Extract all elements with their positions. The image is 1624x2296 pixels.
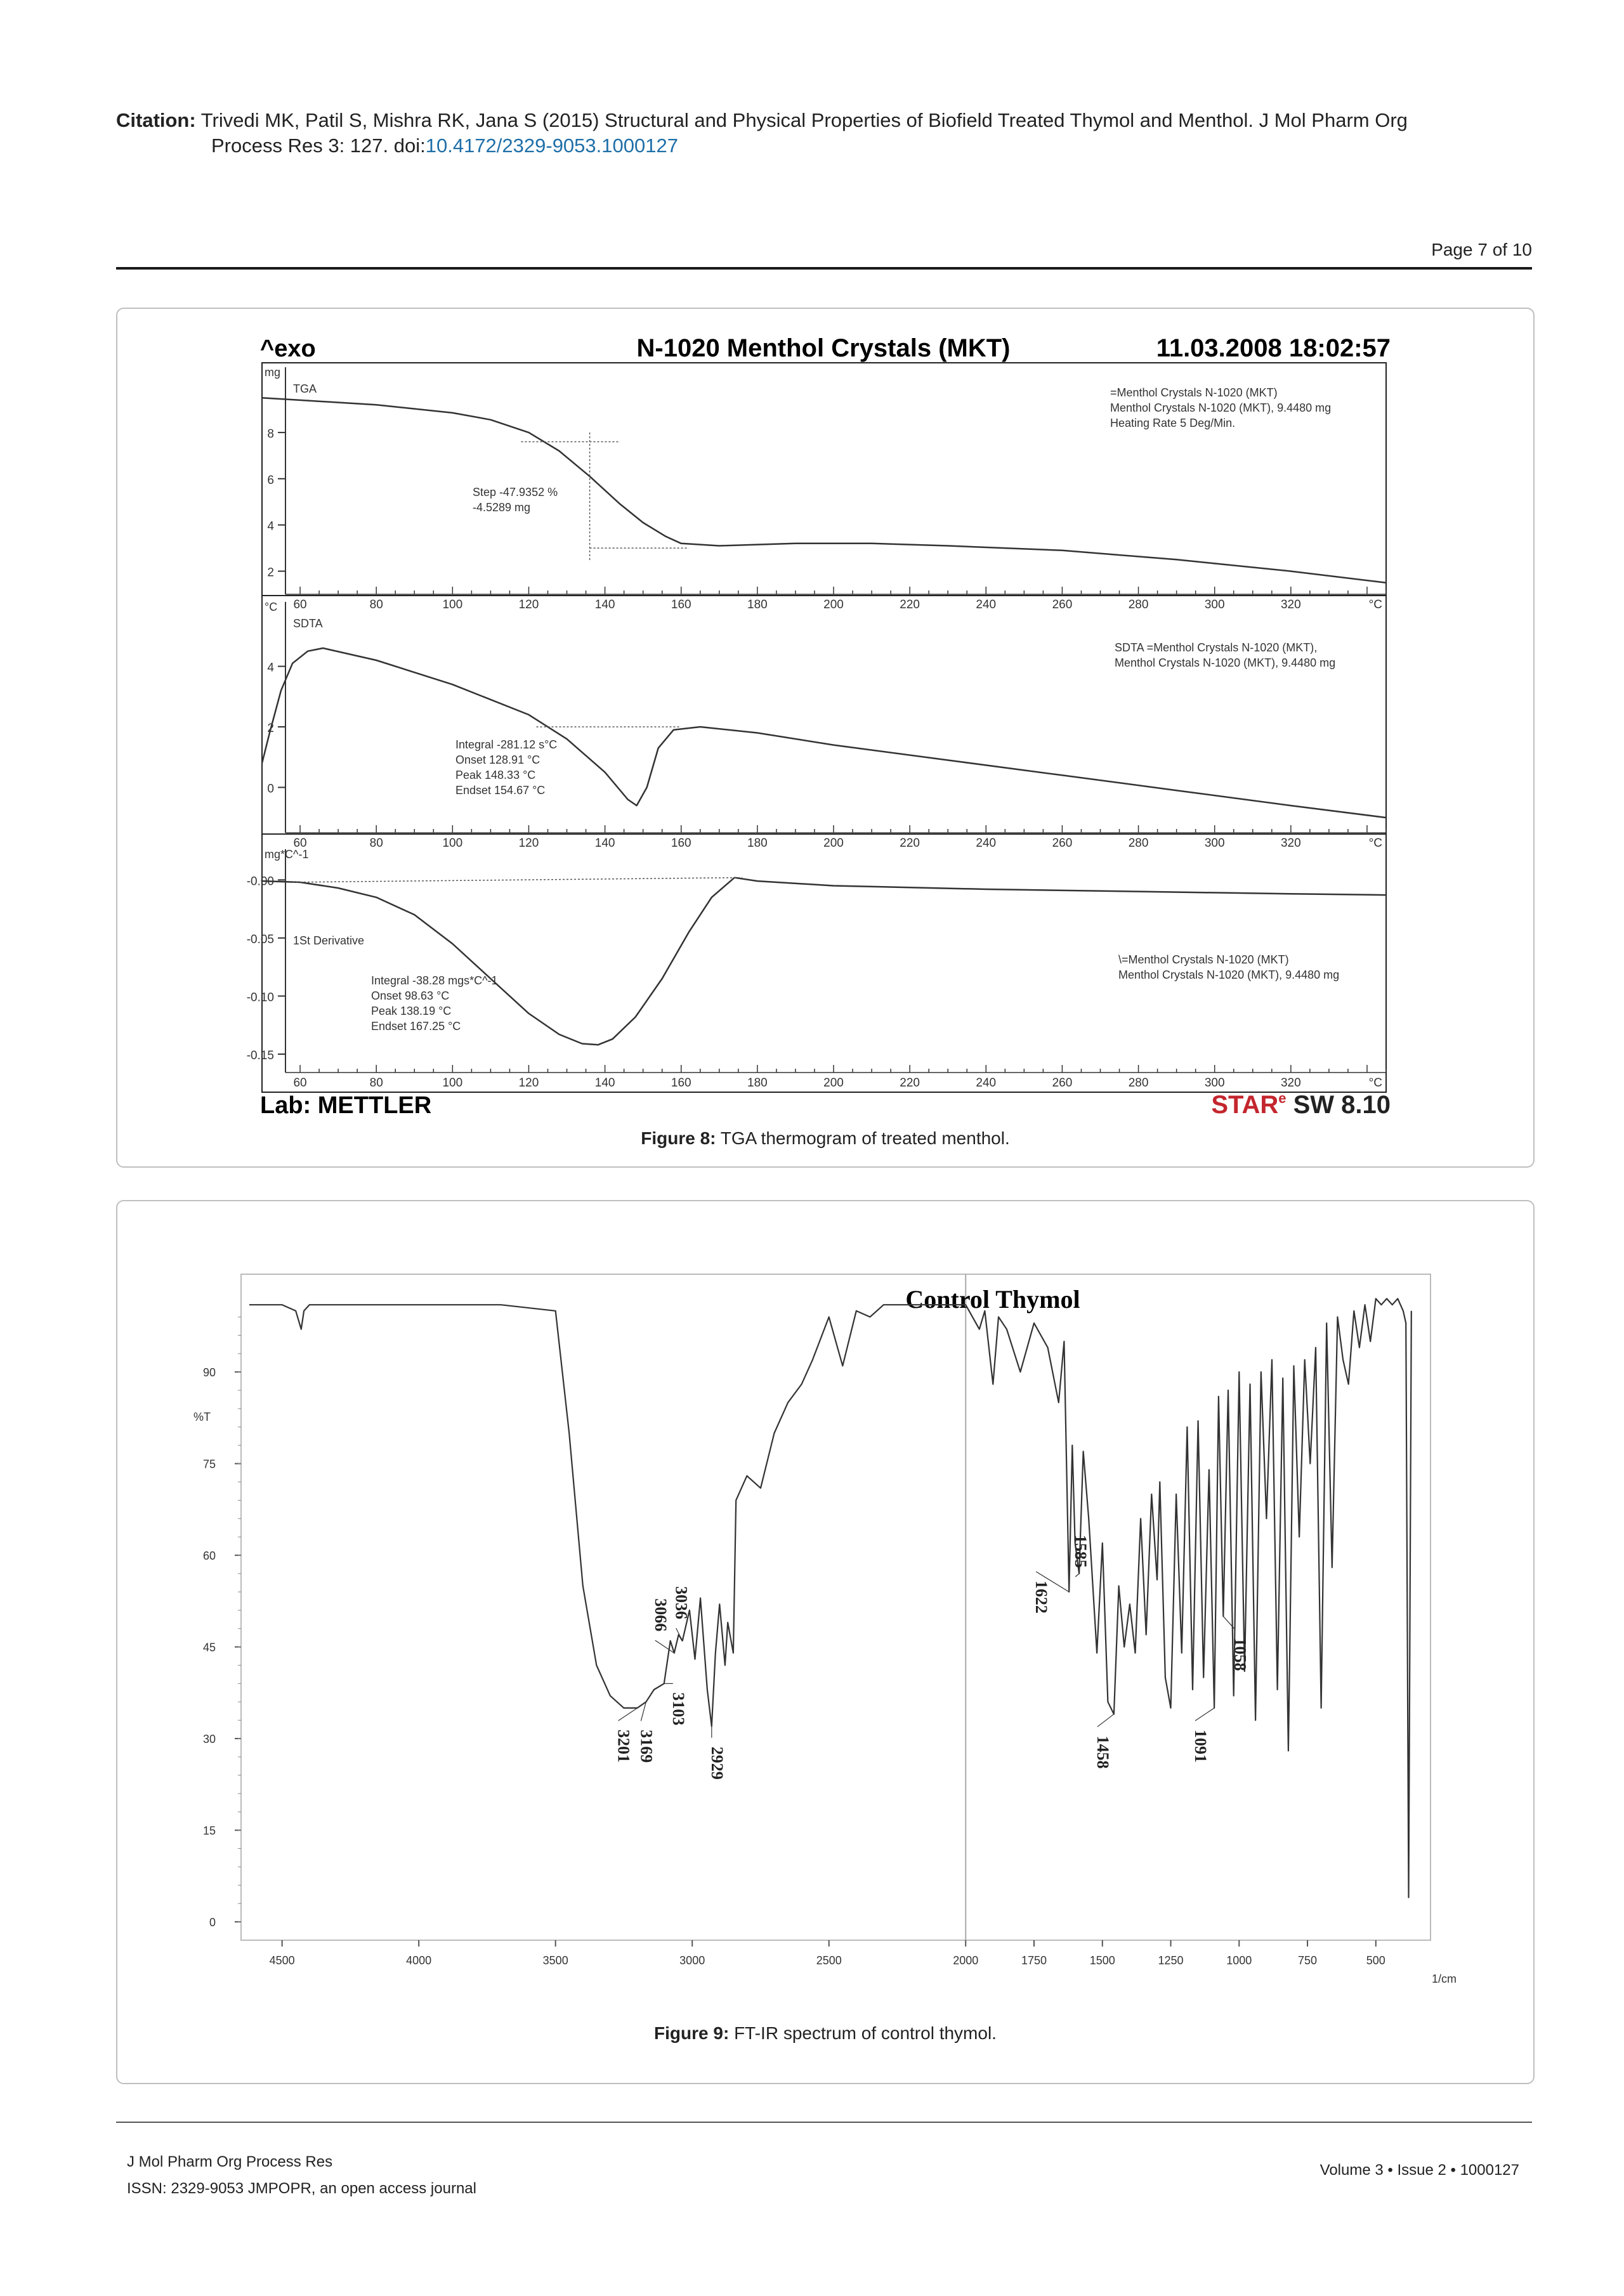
series-name: 1St Derivative (293, 934, 365, 947)
lab-label: Lab: METTLER (260, 1092, 432, 1119)
footer-journal-block (127, 2149, 476, 2202)
x-tick-label: 280 (1128, 1076, 1149, 1090)
x-tick-label: 60 (293, 598, 307, 611)
y-tick-label: -0.00 (246, 875, 274, 889)
x-tick-label: 320 (1280, 837, 1301, 850)
doi-link[interactable]: 10.4172/2329-9053.1000127 (425, 134, 678, 157)
x-tick-label: 300 (1204, 598, 1225, 611)
x-tick-label: 1250 (1158, 1954, 1184, 1967)
figure-8-label: Figure 8: (641, 1128, 716, 1148)
y-unit-label: mg (265, 366, 281, 379)
peak-label: 1091 (1191, 1729, 1210, 1763)
x-tick-label: 200 (823, 1076, 844, 1090)
peak-label: 1058 (1231, 1638, 1250, 1671)
annotation-line: Endset 167.25 °C (371, 1020, 461, 1033)
page-number: Page 7 of 10 (1431, 240, 1532, 259)
peak-leader (1075, 1574, 1079, 1577)
x-tick-label: 280 (1128, 837, 1149, 850)
x-tick-label: 3000 (679, 1954, 705, 1967)
y-tick-label: 30 (202, 1733, 216, 1746)
x-tick-label: 2500 (816, 1954, 842, 1967)
fig8-datetime: 11.03.2008 18:02:57 (1156, 334, 1391, 362)
series-legend: Menthol Crystals N-1020 (MKT), 9.4480 mg (1118, 969, 1340, 981)
x-tick-label: 200 (823, 598, 844, 611)
fig9-title: Control Thymol (905, 1285, 1080, 1314)
series-legend: SDTA =Menthol Crystals N-1020 (MKT), (1115, 641, 1318, 654)
x-unit-label: °C (1368, 837, 1382, 850)
x-tick-label: 260 (1052, 1076, 1073, 1090)
citation-text-continued: Process Res 3: 127. doi: (211, 134, 426, 157)
x-tick-label: 120 (518, 598, 539, 611)
peak-label: 3201 (614, 1729, 633, 1763)
x-tick-label: 80 (369, 1076, 383, 1090)
x-unit-label: °C (1368, 1076, 1382, 1090)
x-tick-label: 180 (747, 598, 768, 611)
peak-leader (619, 1708, 638, 1721)
peak-label: 3036 (672, 1586, 691, 1619)
tga-thermogram (117, 309, 1533, 1166)
x-tick-label: 750 (1298, 1954, 1318, 1967)
y-tick-label: 2 (267, 722, 274, 735)
y-tick-label: 2 (267, 566, 274, 580)
x-tick-label: 80 (369, 837, 383, 850)
series-legend: Heating Rate 5 Deg/Min. (1110, 417, 1236, 429)
x-unit-label: °C (1368, 598, 1382, 611)
x-tick-label: 160 (671, 837, 691, 850)
spectrum-line (249, 1299, 1411, 1898)
footer-rule (116, 2122, 1532, 2123)
software-label: STAR$^e$ SW 8.10 (1211, 1090, 1391, 1119)
y-tick-label: 75 (202, 1458, 216, 1471)
baseline-guide (292, 878, 742, 882)
y-tick-label: -0.10 (246, 991, 274, 1005)
annotation-line: Onset 98.63 °C (371, 989, 450, 1002)
y-tick-label: 0 (267, 782, 274, 796)
x-tick-label: 220 (900, 1076, 920, 1090)
y-tick-label: 45 (202, 1641, 216, 1654)
x-tick-label: 100 (442, 598, 463, 611)
annotation-line: Peak 148.33 °C (455, 769, 536, 781)
peak-label: 1622 (1032, 1580, 1051, 1614)
x-tick-label: 160 (671, 1076, 691, 1090)
figure-8-caption (117, 1128, 1533, 1149)
fig8-subplot-0 (262, 366, 1386, 611)
x-tick-label: 320 (1280, 598, 1301, 611)
x-tick-label: 60 (293, 837, 307, 850)
x-tick-label: 100 (442, 1076, 463, 1090)
x-tick-label: 300 (1204, 837, 1225, 850)
x-tick-label: 3500 (542, 1954, 568, 1967)
citation (116, 108, 1537, 159)
y-tick-label: -0.15 (246, 1049, 274, 1062)
footer-issn: ISSN: 2329-9053 JMPOPR, an open access journal (127, 2180, 476, 2197)
x-tick-label: 180 (747, 837, 768, 850)
y-axis-label: %T (193, 1411, 211, 1423)
ftir-spectrum (117, 1201, 1533, 2083)
x-tick-label: 1750 (1021, 1954, 1047, 1967)
exo-label: ^exo (260, 336, 316, 362)
x-tick-label: 120 (518, 1076, 539, 1090)
figure-8-panel (116, 308, 1535, 1168)
y-tick-label: 4 (267, 519, 274, 533)
annotation-line: Integral -281.12 s°C (455, 738, 558, 751)
annotation-line: Onset 128.91 °C (455, 753, 540, 766)
peak-label: 3169 (637, 1730, 656, 1763)
y-tick-label: 15 (202, 1824, 216, 1837)
y-unit-label: mg*C^-1 (265, 848, 309, 861)
annotation-line: Endset 154.67 °C (455, 784, 546, 797)
y-tick-label: 90 (202, 1366, 216, 1380)
x-tick-label: 200 (823, 837, 844, 850)
x-tick-label: 220 (900, 598, 920, 611)
fig8-subplot-2 (247, 848, 1386, 1090)
annotation-line: -4.5289 mg (473, 501, 531, 514)
y-tick-label: -0.05 (246, 932, 274, 946)
series-name: SDTA (293, 617, 323, 630)
peak-label: 2929 (707, 1746, 726, 1780)
y-tick-label: 0 (209, 1916, 216, 1929)
x-tick-label: 180 (747, 1076, 768, 1090)
x-tick-label: 320 (1280, 1076, 1301, 1090)
x-tick-label: 240 (976, 598, 997, 611)
y-tick-label: 60 (202, 1549, 216, 1563)
annotation-line: Peak 138.19 °C (371, 1005, 452, 1017)
x-tick-label: 260 (1052, 837, 1073, 850)
citation-label: Citation: (116, 109, 196, 131)
series-legend: Menthol Crystals N-1020 (MKT), 9.4480 mg (1115, 656, 1336, 669)
x-tick-label: 140 (594, 598, 615, 611)
x-tick-label: 4500 (269, 1954, 295, 1967)
y-tick-label: 4 (267, 661, 274, 675)
peak-label: 3103 (669, 1692, 688, 1726)
figure-9-label: Figure 9: (654, 2023, 730, 2043)
header-rule (116, 267, 1532, 270)
x-tick-label: 160 (671, 598, 691, 611)
x-tick-label: 80 (369, 598, 383, 611)
fig8-subplot-1 (262, 601, 1386, 850)
y-unit-label: °C (265, 601, 278, 613)
x-tick-label: 300 (1204, 1076, 1225, 1090)
series-line (262, 648, 1386, 818)
citation-text: Trivedi MK, Patil S, Mishra RK, Jana S (2015) Structural and Physical Properties of Biofield Treated Thymol and Menthol. J Mol Pharm Org (200, 109, 1408, 131)
x-tick-label: 120 (518, 837, 539, 850)
annotation-line: Step -47.9352 % (473, 486, 558, 499)
x-tick-label: 240 (976, 1076, 997, 1090)
x-tick-label: 4000 (406, 1954, 432, 1967)
x-tick-label: 240 (976, 837, 997, 850)
footer-journal: J Mol Pharm Org Process Res (127, 2153, 333, 2170)
series-legend: \=Menthol Crystals N-1020 (MKT) (1118, 953, 1289, 966)
x-tick-label: 500 (1366, 1954, 1385, 1967)
series-legend: =Menthol Crystals N-1020 (MKT) (1110, 386, 1278, 399)
peak-label: 3066 (651, 1598, 670, 1632)
peak-leader (1097, 1714, 1114, 1727)
figure-9-caption (117, 2023, 1533, 2044)
figure-8-caption-text: TGA thermogram of treated menthol. (720, 1128, 1010, 1148)
y-tick-label: 8 (267, 427, 274, 441)
x-tick-label: 140 (594, 837, 615, 850)
figure-9-panel (116, 1200, 1535, 2084)
fig9-frame (241, 1274, 1431, 1940)
x-tick-label: 220 (900, 837, 920, 850)
x-tick-label: 140 (594, 1076, 615, 1090)
x-tick-label: 1000 (1226, 1954, 1252, 1967)
x-tick-label: 2000 (953, 1954, 979, 1967)
figure-9-caption-text: FT-IR spectrum of control thymol. (734, 2023, 997, 2043)
annotation-line: Integral -38.28 mgs*C^-1 (371, 974, 498, 987)
fig8-title: N-1020 Menthol Crystals (MKT) (636, 334, 1011, 362)
x-tick-label: 260 (1052, 598, 1073, 611)
x-tick-label: 60 (293, 1076, 307, 1090)
x-tick-label: 1500 (1089, 1954, 1115, 1967)
series-name: TGA (293, 382, 317, 395)
x-tick-label: 100 (442, 837, 463, 850)
x-tick-label: 280 (1128, 598, 1149, 611)
series-legend: Menthol Crystals N-1020 (MKT), 9.4480 mg (1110, 401, 1332, 414)
peak-label: 1585 (1071, 1535, 1090, 1569)
peak-leader (1195, 1708, 1214, 1721)
x-unit-label: 1/cm (1432, 1973, 1457, 1985)
footer-volume: Volume 3 • Issue 2 • 1000127 (1320, 2162, 1519, 2179)
peak-label: 1458 (1093, 1735, 1112, 1769)
y-tick-label: 6 (267, 473, 274, 487)
